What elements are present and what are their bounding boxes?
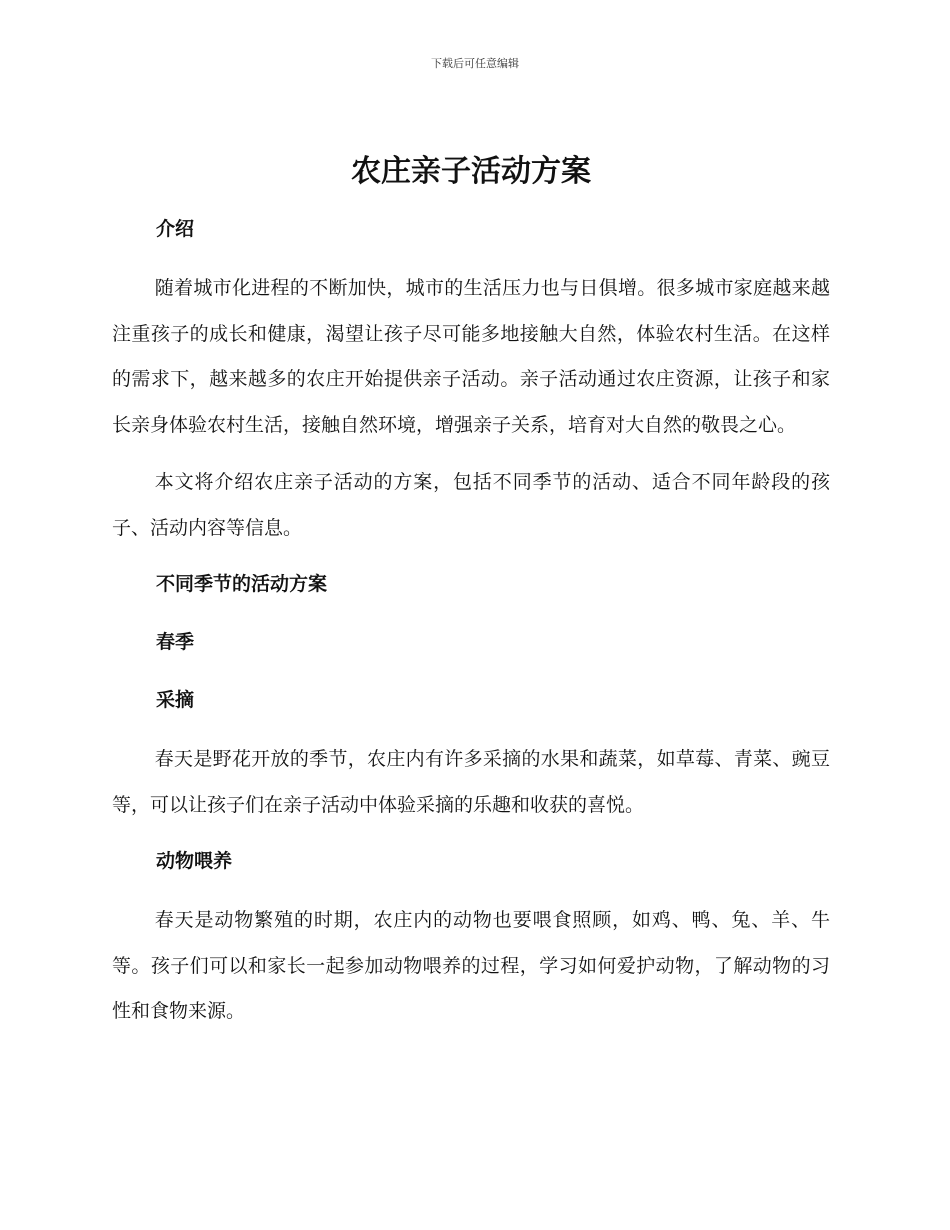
document-body [112, 150, 830, 1047]
heading-feeding: 动物喂养 [156, 850, 233, 872]
heading-picking: 采摘 [156, 689, 195, 711]
heading-spring: 春季 [156, 631, 195, 653]
paragraph-picking: 春天是野花开放的季节，农庄内有许多采摘的水果和蔬菜，如草莓、青菜、豌豆等，可以让孩子们在亲子活动中体验采摘的乐趣和收获的喜悦。 [112, 748, 830, 816]
paragraph-feeding: 春天是动物繁殖的时期，农庄内的动物也要喂食照顾，如鸡、鸭、兔、羊、牛等。孩子们可以和家长一起参加动物喂养的过程，学习如何爱护动物，了解动物的习性和食物来源。 [112, 909, 830, 1022]
header-note: 下载后可任意编辑 [431, 57, 519, 70]
document-title: 农庄亲子活动方案 [351, 154, 591, 189]
paragraph-intro-2: 本文将介绍农庄亲子活动的方案，包括不同季节的活动、适合不同年龄段的孩子、活动内容等信息。 [112, 471, 830, 539]
paragraph-intro-1: 随着城市化进程的不断加快，城市的生活压力也与日俱增。很多城市家庭越来越注重孩子的成长和健康，渴望让孩子尽可能多地接触大自然，体验农村生活。在这样的需求下，越来越多的农庄开始提供亲子活动。亲子活动通过农庄资源，让孩子和家长亲身体验农村生活，接触自然环境，增强亲子关系，培育对大自然的敬畏之心。 [112, 277, 830, 436]
heading-seasons: 不同季节的活动方案 [156, 573, 328, 595]
heading-intro: 介绍 [156, 218, 195, 240]
